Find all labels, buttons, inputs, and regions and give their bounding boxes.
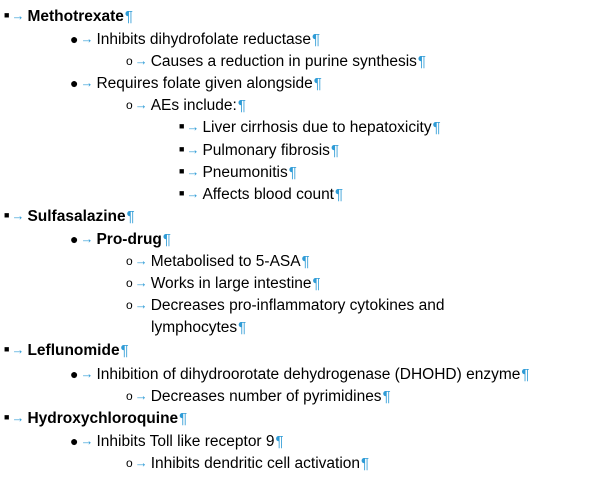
list-item[interactable] [126,453,369,475]
tab-arrow-icon: → [134,97,148,112]
tab-arrow-icon: → [186,119,200,134]
list-item[interactable] [179,140,339,162]
square-bullet-icon: ■ [179,166,185,176]
list-item-text: Inhibition of dihydroorotate dehydrogenase (DHOHD) enzyme [96,366,521,383]
list-item[interactable] [126,51,426,73]
square-bullet-icon: ■ [179,121,185,131]
list-item[interactable] [126,95,246,117]
disc-bullet-icon: ● [70,366,79,382]
pilcrow-icon: ¶ [335,186,344,203]
square-bullet-icon: ■ [4,210,10,220]
tab-arrow-icon: → [186,186,200,201]
list-item-text: Causes a reduction in purine synthesis [150,53,417,70]
list-item-text: Metabolised to 5-ASA [150,253,301,270]
list-item[interactable] [126,273,321,295]
disc-bullet-icon: ● [70,31,79,47]
list-item[interactable] [126,295,444,317]
pilcrow-icon: ¶ [126,208,135,225]
pilcrow-icon: ¶ [312,275,321,292]
tab-arrow-icon: → [80,75,94,90]
pilcrow-icon: ¶ [521,366,530,383]
pilcrow-icon: ¶ [313,75,322,92]
circle-bullet-icon: o [126,98,133,112]
tab-arrow-icon: → [134,253,148,268]
tab-arrow-icon: → [11,410,25,425]
tab-arrow-icon: → [80,366,94,381]
list-item[interactable] [70,73,322,95]
tab-arrow-icon: → [134,275,148,290]
circle-bullet-icon: o [126,298,133,312]
pilcrow-icon: ¶ [382,388,391,405]
square-bullet-icon: ■ [4,412,10,422]
list-item-text: Liver cirrhosis due to hepatoxicity [202,119,432,136]
pilcrow-icon: ¶ [361,455,370,472]
list-item-text: lymphocytes [151,319,238,336]
tab-arrow-icon: → [134,53,148,68]
disc-bullet-icon: ● [70,231,79,247]
list-item[interactable] [179,162,297,184]
pilcrow-icon: ¶ [237,97,246,114]
tab-arrow-icon: → [134,388,148,403]
circle-bullet-icon: o [126,456,133,470]
circle-bullet-icon: o [126,389,133,403]
list-item-text: Affects blood count [202,186,334,203]
list-item-text: Hydroxychloroquine [27,410,179,427]
tab-arrow-icon: → [80,31,94,46]
list-item-text: Methotrexate [27,8,124,25]
square-bullet-icon: ■ [179,144,185,154]
pilcrow-icon: ¶ [330,142,339,159]
pilcrow-icon: ¶ [288,164,297,181]
pilcrow-icon: ¶ [301,253,310,270]
square-bullet-icon: ■ [4,344,10,354]
pilcrow-icon: ¶ [275,433,284,450]
list-item-text: Inhibits Toll like receptor 9 [96,433,275,450]
list-item-text: Pro-drug [96,231,162,248]
circle-bullet-icon: o [126,254,133,268]
list-item-text: Inhibits dihydrofolate reductase [96,31,312,48]
square-bullet-icon: ■ [179,188,185,198]
tab-arrow-icon: → [80,231,94,246]
list-item-text: Inhibits dendritic cell activation [150,455,361,472]
list-item[interactable] [126,251,310,273]
disc-bullet-icon: ● [70,433,79,449]
pilcrow-icon: ¶ [417,53,426,70]
tab-arrow-icon: → [11,208,25,223]
list-item[interactable] [179,184,343,206]
list-item[interactable] [70,364,529,386]
list-item-text: Decreases number of pyrimidines [150,388,382,405]
pilcrow-icon: ¶ [432,119,441,136]
list-item[interactable] [70,29,320,51]
list-item-text: Sulfasalazine [27,208,126,225]
list-item-continuation[interactable] [151,317,246,339]
tab-arrow-icon: → [80,433,94,448]
tab-arrow-icon: → [11,8,25,23]
list-item-text: Leflunomide [27,342,120,359]
pilcrow-icon: ¶ [120,342,129,359]
circle-bullet-icon: o [126,54,133,68]
list-item[interactable] [4,206,135,228]
list-item[interactable] [179,117,441,139]
list-item-text: Requires folate given alongside [96,75,313,92]
square-bullet-icon: ■ [4,10,10,20]
list-item[interactable] [4,340,129,362]
pilcrow-icon: ¶ [312,31,321,48]
disc-bullet-icon: ● [70,75,79,91]
tab-arrow-icon: → [134,297,148,312]
tab-arrow-icon: → [11,342,25,357]
list-item[interactable] [70,431,284,453]
list-item-text: Decreases pro-inflammatory cytokines and [150,297,445,314]
pilcrow-icon: ¶ [238,319,247,336]
list-item[interactable] [70,229,171,251]
circle-bullet-icon: o [126,276,133,290]
list-item-text: Pneumonitis [202,164,288,181]
list-item-text: Pulmonary fibrosis [202,142,330,159]
list-item-text: Works in large intestine [150,275,312,292]
tab-arrow-icon: → [134,455,148,470]
pilcrow-icon: ¶ [124,8,133,25]
pilcrow-icon: ¶ [179,410,188,427]
tab-arrow-icon: → [186,142,200,157]
list-item-text: AEs include: [150,97,237,114]
tab-arrow-icon: → [186,164,200,179]
list-item[interactable] [4,408,187,430]
pilcrow-icon: ¶ [162,231,171,248]
list-item[interactable] [4,6,133,28]
list-item[interactable] [126,386,391,408]
